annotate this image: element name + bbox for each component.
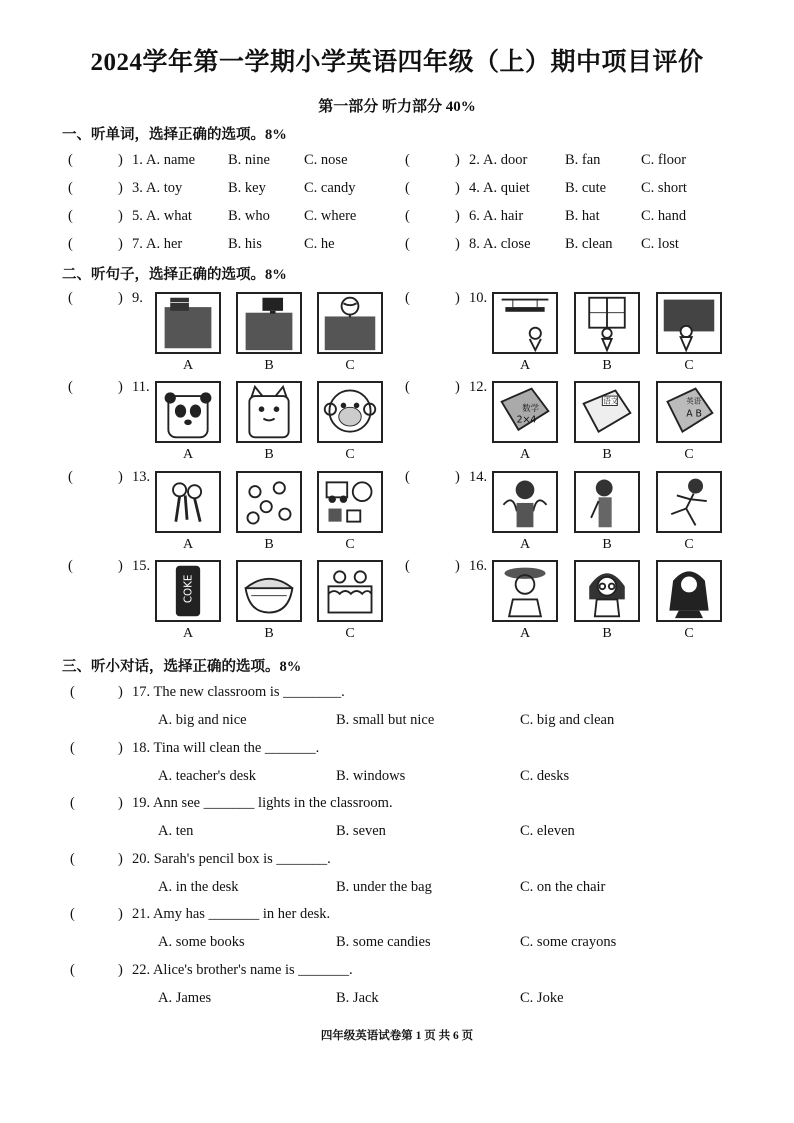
coke-can-icon [157, 562, 219, 620]
question-text: 17. The new classroom is ________. [132, 684, 345, 700]
option-a: A. toy [146, 180, 183, 196]
girl-long-hair-icon [658, 562, 720, 620]
option-a: A. her [146, 236, 183, 252]
answer-paren-close: ) [455, 290, 460, 306]
answer-paren-open[interactable]: ( [405, 290, 410, 306]
option-c: C. candy [304, 180, 356, 196]
option-a: A. James [158, 990, 212, 1006]
answer-paren-open[interactable]: ( [405, 236, 410, 252]
answer-paren-open[interactable]: ( [405, 469, 410, 485]
picture-label: A [182, 537, 194, 552]
option-b: B. windows [336, 768, 406, 784]
option-a: A. in the desk [158, 879, 239, 895]
option-a: A. quiet [483, 180, 530, 196]
question-number: 4. [469, 180, 480, 196]
option-c: C. some crayons [520, 934, 617, 950]
section-heading-1: 一、听单词，选择正确的选项。8% [62, 127, 287, 143]
answer-paren-close: ) [118, 290, 123, 306]
option-a: A. door [483, 152, 528, 168]
option-b: B. hat [565, 208, 600, 224]
book-label: 数学 [522, 403, 540, 414]
answer-paren-close: ) [118, 208, 123, 224]
svg-text:英语: 英语 [686, 396, 702, 406]
panda-bag-icon [157, 383, 219, 441]
svg-text:语文: 语文 [603, 396, 619, 406]
picture-option[interactable] [492, 292, 558, 354]
answer-paren-open[interactable]: ( [68, 152, 73, 168]
answer-paren-open[interactable]: ( [70, 740, 75, 756]
option-b: B. under the bag [336, 879, 432, 895]
option-b: B. some candies [336, 934, 431, 950]
section-heading-2: 二、听句子，选择正确的选项。8% [62, 267, 287, 283]
picture-label: C [684, 626, 694, 641]
computer-desk-icon [238, 294, 300, 352]
picture-label: B [602, 358, 612, 373]
answer-paren-open[interactable]: ( [68, 469, 73, 485]
question-text: 22. Alice's brother's name is _______. [132, 962, 353, 978]
picture-option[interactable] [574, 381, 640, 443]
picture-option[interactable] [236, 560, 302, 622]
picture-label: B [264, 447, 274, 462]
answer-paren-close: ) [118, 795, 123, 811]
option-a: A. some books [158, 934, 245, 950]
section-heading-3: 三、听小对话，选择正确的选项。8% [62, 659, 302, 675]
picture-option[interactable] [574, 471, 640, 533]
picture-label: A [519, 626, 531, 641]
answer-paren-open[interactable]: ( [405, 558, 410, 574]
answer-paren-close: ) [455, 152, 460, 168]
picture-option[interactable] [317, 560, 383, 622]
answer-paren-open[interactable]: ( [405, 152, 410, 168]
light-icon [494, 294, 556, 352]
question-number: 15. [132, 558, 151, 574]
question-text: 18. Tina will clean the _______. [132, 740, 320, 756]
answer-paren-open[interactable]: ( [68, 379, 73, 395]
toys-icon [319, 473, 381, 531]
picture-label: C [684, 447, 694, 462]
option-b: B. who [228, 208, 270, 224]
question-number: 12. [469, 379, 488, 395]
picture-option[interactable] [574, 292, 640, 354]
question-number: 3. [132, 180, 143, 196]
option-c: C. short [641, 180, 687, 196]
question-text: 19. Ann see _______ lights in the classroom. [132, 795, 393, 811]
option-c: C. lost [641, 236, 679, 252]
answer-paren-close: ) [455, 379, 460, 395]
option-c: C. where [304, 208, 357, 224]
answer-paren-open[interactable]: ( [70, 906, 75, 922]
picture-label: B [602, 626, 612, 641]
picture-label: C [345, 626, 355, 641]
answer-paren-close: ) [118, 962, 123, 978]
answer-paren-open[interactable]: ( [405, 379, 410, 395]
keys-icon [157, 473, 219, 531]
option-a: A. name [146, 152, 196, 168]
question-number: 10. [469, 290, 488, 306]
option-c: C. hand [641, 208, 687, 224]
picture-option[interactable] [656, 471, 722, 533]
question-number: 13. [132, 469, 151, 485]
answer-paren-close: ) [118, 236, 123, 252]
answer-paren-close: ) [455, 236, 460, 252]
picture-label: A [182, 447, 194, 462]
picture-option[interactable] [317, 381, 383, 443]
answer-paren-close: ) [118, 379, 123, 395]
option-b: B. seven [336, 823, 386, 839]
picture-option[interactable] [656, 292, 722, 354]
option-c: C. Joke [520, 990, 564, 1006]
answer-paren-open[interactable]: ( [68, 236, 73, 252]
option-a: A. ten [158, 823, 194, 839]
picture-label: B [264, 358, 274, 373]
answer-paren-open[interactable]: ( [405, 208, 410, 224]
question-number: 2. [469, 152, 480, 168]
chinese-book-icon [576, 383, 638, 441]
picture-option[interactable] [155, 560, 221, 622]
answer-paren-open[interactable]: ( [70, 795, 75, 811]
picture-option[interactable] [317, 471, 383, 533]
answer-paren-open[interactable]: ( [68, 208, 73, 224]
picture-label: C [345, 447, 355, 462]
question-number: 16. [469, 558, 488, 574]
desk-icon [157, 294, 219, 352]
strong-boy-icon [494, 473, 556, 531]
picture-label: C [684, 358, 694, 373]
option-a: A. teacher's desk [158, 768, 257, 784]
option-c: C. big and clean [520, 712, 615, 728]
picture-label: B [264, 626, 274, 641]
cat-bag-icon [238, 383, 300, 441]
monkey-bag-icon [319, 383, 381, 441]
answer-paren-open[interactable]: ( [68, 558, 73, 574]
picture-option[interactable] [236, 471, 302, 533]
picture-label: C [345, 537, 355, 552]
cake-icon [319, 562, 381, 620]
question-number: 11. [132, 379, 150, 395]
picture-label: C [684, 537, 694, 552]
picture-option[interactable] [236, 292, 302, 354]
answer-paren-close: ) [455, 558, 460, 574]
picture-label: A [519, 447, 531, 462]
option-b: B. key [228, 180, 266, 196]
answer-paren-close: ) [455, 180, 460, 196]
answer-paren-close: ) [118, 851, 123, 867]
picture-label: A [182, 358, 194, 373]
option-b: B. his [228, 236, 262, 252]
picture-label: B [264, 537, 274, 552]
answer-paren-open[interactable]: ( [70, 684, 75, 700]
page-title: 2024学年第一学期小学英语四年级（上）期中项目评价 [90, 49, 704, 76]
answer-paren-close: ) [118, 906, 123, 922]
option-c: C. desks [520, 768, 570, 784]
option-b: B. fan [565, 152, 601, 168]
picture-option[interactable] [492, 381, 558, 443]
math-book-icon [494, 383, 556, 441]
answer-paren-close: ) [118, 180, 123, 196]
blackboard-icon [658, 294, 720, 352]
question-text: 21. Amy has _______ in her desk. [132, 906, 331, 922]
question-number: 1. [132, 152, 143, 168]
answer-paren-open[interactable]: ( [70, 962, 75, 978]
answer-paren-open[interactable]: ( [68, 290, 73, 306]
option-b: B. nine [228, 152, 270, 168]
picture-label: A [182, 626, 194, 641]
option-c: C. floor [641, 152, 687, 168]
thin-boy-icon [576, 473, 638, 531]
option-c: C. eleven [520, 823, 575, 839]
window-icon [576, 294, 638, 352]
picture-label: A [519, 358, 531, 373]
svg-text:A B: A B [686, 408, 702, 420]
option-c: C. on the chair [520, 879, 606, 895]
picture-option[interactable] [492, 560, 558, 622]
answer-paren-close: ) [118, 558, 123, 574]
picture-option[interactable] [155, 471, 221, 533]
candies-icon [238, 473, 300, 531]
picture-label: A [519, 537, 531, 552]
girl-glasses-icon [576, 562, 638, 620]
svg-text:2×4: 2×4 [516, 414, 537, 426]
answer-paren-open[interactable]: ( [68, 180, 73, 196]
answer-paren-close: ) [455, 469, 460, 485]
picture-option[interactable] [155, 292, 221, 354]
globe-desk-icon [319, 294, 381, 352]
picture-option[interactable] [574, 560, 640, 622]
option-a: A. hair [483, 208, 524, 224]
answer-paren-open[interactable]: ( [70, 851, 75, 867]
picture-option[interactable] [656, 560, 722, 622]
english-book-icon [658, 383, 720, 441]
question-number: 9. [132, 290, 143, 306]
page-footer: 四年级英语试卷第 1 页 共 6 页 [320, 1030, 474, 1042]
answer-paren-open[interactable]: ( [405, 180, 410, 196]
option-c: C. nose [304, 152, 348, 168]
question-number: 14. [469, 469, 488, 485]
answer-paren-close: ) [455, 208, 460, 224]
rice-bowl-icon [238, 562, 300, 620]
question-text: 20. Sarah's pencil box is _______. [132, 851, 331, 867]
answer-paren-close: ) [118, 684, 123, 700]
option-b: B. small but nice [336, 712, 435, 728]
question-number: 8. [469, 236, 480, 252]
picture-option[interactable] [492, 471, 558, 533]
answer-paren-close: ) [118, 469, 123, 485]
option-c: C. he [304, 236, 335, 252]
running-boy-icon [658, 473, 720, 531]
picture-option[interactable] [236, 381, 302, 443]
option-b: B. cute [565, 180, 607, 196]
option-a: A. what [146, 208, 192, 224]
option-a: A. close [483, 236, 531, 252]
can-label: COKE [182, 574, 195, 604]
picture-option[interactable] [656, 381, 722, 443]
picture-label: B [602, 447, 612, 462]
option-b: B. clean [565, 236, 613, 252]
part-subtitle: 第一部分 听力部分 40% [318, 99, 476, 115]
answer-paren-close: ) [118, 740, 123, 756]
girl-hat-icon [494, 562, 556, 620]
picture-label: B [602, 537, 612, 552]
option-b: B. Jack [336, 990, 379, 1006]
question-number: 7. [132, 236, 143, 252]
picture-option[interactable] [155, 381, 221, 443]
picture-option[interactable] [317, 292, 383, 354]
option-a: A. big and nice [158, 712, 247, 728]
question-number: 6. [469, 208, 480, 224]
question-number: 5. [132, 208, 143, 224]
answer-paren-close: ) [118, 152, 123, 168]
picture-label: C [345, 358, 355, 373]
